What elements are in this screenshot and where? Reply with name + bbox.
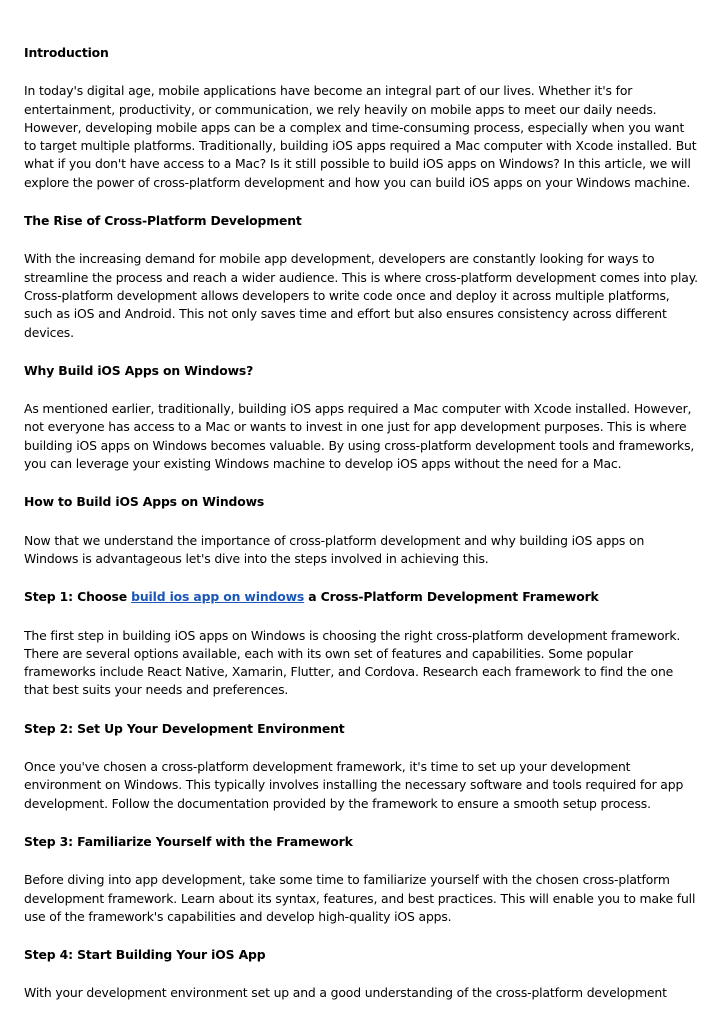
build-ios-app-link[interactable]: build ios app on windows — [131, 589, 305, 605]
heading-why-build-ios-on-windows: Why Build iOS Apps on Windows? — [24, 362, 254, 378]
heading-step-3: Step 3: Familiarize Yourself with the Framework — [24, 833, 353, 849]
paragraph-step-4: With your development environment set up and a good understanding of the cross-platform development — [24, 985, 667, 1001]
paragraph-why-build-ios-on-windows: As mentioned earlier, traditionally, building iOS apps required a Mac computer with Xcode installed. However, not everyone has access to a Mac or wants to invest in one just for app development purposes. This is where building iOS apps on Windows becomes valuable. By using cross-platform development tools and frameworks, you can leverage your existing Windows machine to develop iOS apps without the need for a Mac. — [24, 401, 695, 472]
paragraph-how-to-build: Now that we understand the importance of cross-platform development and why building iOS apps on Windows is advantageous let's dive into the steps involved in achieving this. — [24, 532, 645, 566]
paragraph-step-1: The first step in building iOS apps on Windows is choosing the right cross-platform development framework. There are several options available, each with its own set of features and capabilities. Some popular frameworks include React Native, Xamarin, Flutter, and Cordova. Research each framework to find the one that best suits your needs and preferences. — [24, 627, 681, 698]
paragraph-step-2: Once you've chosen a cross-platform development framework, it's time to set up your development environment on Windows. This typically involves installing the necessary software and tools required for app development. Follow the documentation provided by the framework to ensure a smooth setup process. — [24, 759, 684, 811]
heading-step-2: Step 2: Set Up Your Development Environment — [24, 720, 345, 736]
heading-rise-of-cross-platform: The Rise of Cross-Platform Development — [24, 213, 302, 229]
heading-step-4: Step 4: Start Building Your iOS App — [24, 947, 266, 963]
paragraph-rise-of-cross-platform: With the increasing demand for mobile app development, developers are constantly looking for ways to streamline the process and reach a wider audience. This is where cross-platform development comes into play. Cross-platform development allows developers to write code once and deploy it across multiple platforms, such as iOS and Android. This not only saves time and effort but also ensures consistency across different devices. — [24, 251, 698, 340]
heading-how-to-build: How to Build iOS Apps on Windows — [24, 494, 265, 510]
paragraph-introduction: In today's digital age, mobile applications have become an integral part of our lives. Whether it's for entertainment, productivity, or communication, we rely heavily on mobile apps to meet our daily needs. However, developing mobile apps can be a complex and time-consuming process, especially when you want to target multiple platforms. Traditionally, building iOS apps required a Mac computer with Xcode installed. But what if you don't have access to a Mac? Is it still possible to build iOS apps on Windows? In this article, we will explore the power of cross-platform development and how you can build iOS apps on your Windows machine. — [24, 83, 697, 190]
heading-step-1-prefix: Step 1: Choose — [24, 589, 132, 605]
paragraph-step-3: Before diving into app development, take some time to familiarize yourself with the chosen cross-platform development framework. Learn about its syntax, features, and best practices. This will enable you to make full use of the framework's capabilities and develop high-quality iOS apps. — [24, 872, 696, 924]
heading-introduction: Introduction — [24, 45, 109, 60]
heading-step-1 — [24, 588, 698, 606]
heading-step-1-suffix: a Cross-Platform Development Framework — [304, 589, 599, 605]
